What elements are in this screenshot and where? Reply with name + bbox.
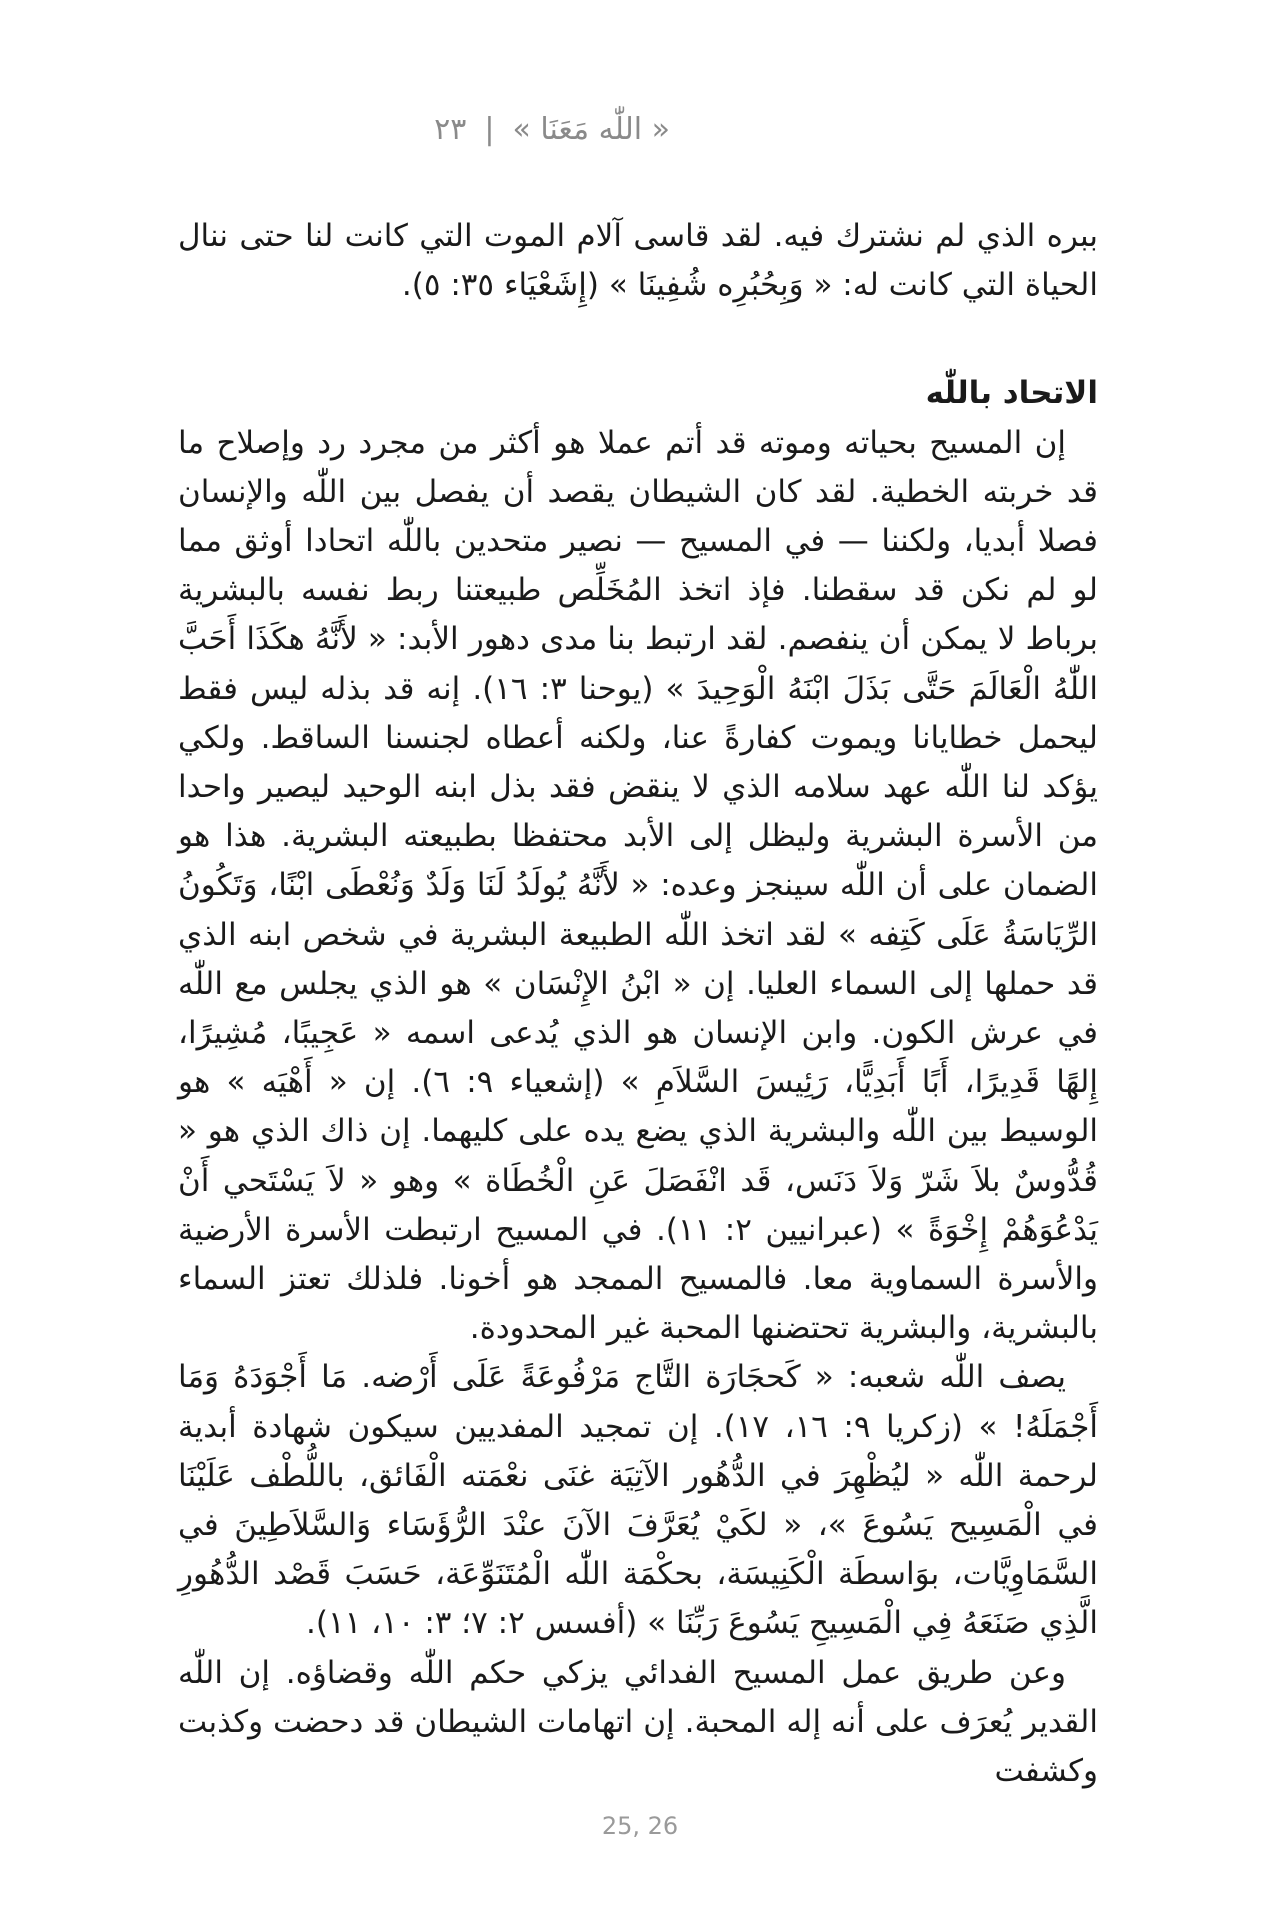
section-heading: الاتحاد باللّٰه (925, 375, 1098, 412)
page-footer-label: 25, 26 (601, 1812, 679, 1840)
header-separator: | (484, 112, 495, 147)
body-text (178, 212, 1099, 1790)
paragraph: وعن طريق عمل المسيح الفدائي يزكي حكم اللّٰه وقضاؤه. إن اللّٰه القدير يُعرَف على أنه إله المحبة. إن اتهامات الشيطان قد دحضت وكذبت وكشفت (178, 1654, 1098, 1790)
paragraph: يصف اللّٰه شعبه: « كَحجَارَة التَّاج مَرْفُوعَةً عَلَى أَرْضه. مَا أَجْوَدَهُ وَمَا أَجْمَلَهُ! » (زكريا ٩: ١٦، ١٧). إن تمجيد المفديين سيكون شهادة أبدية لرحمة اللّٰه « ليُظْهِرَ في الدُّهُور الآتِيَة غنَى نعْمَته الْفَائق، باللُّطْف عَلَيْنَا في الْمَسِيح يَسُوعَ »، « لكَيْ يُعَرَّفَ الآنَ عنْدَ الرُّؤَسَاء وَالسَّلاَطِينَ في السَّمَاوِيَّات، بوَاسطَة الْكَنِيسَة، بحكْمَة اللّٰه الْمُتَنَوِّعَة، حَسَبَ قَصْد الدُّهُورِ الَّذِي صَنَعَهُ فِي الْمَسِيحِ يَسُوعَ رَبِّنَا » (أفسس ٢: ٧؛ ٣: ١٠، ١١). (178, 1359, 1099, 1642)
paragraph: إن المسيح بحياته وموته قد أتم عملا هو أكثر من مجرد رد وإصلاح ما قد خربته الخطية. لقد كان الشيطان يقصد أن يفصل بين اللّٰه والإنسان فصلا أبديا، ولكننا — في المسيح — نصير متحدين باللّٰه اتحادا أوثق مما لو لم نكن قد سقطنا. فإذ اتخذ المُخَلِّص طبيعتنا ربط نفسه بالبشرية برباط لا يمكن أن ينفصم. لقد ارتبط بنا مدى دهور الأبد: « لأَنَّهُ هكَذَا أَحَبَّ اللّٰهُ الْعَالَمَ حَتَّى بَذَلَ ابْنَهُ الْوَحِيدَ » (يوحنا ٣: ١٦). إنه قد بذله ليس فقط ليحمل خطايانا ويموت كفارةً عنا، ولكنه أعطاه لجنسنا الساقط. ولكي يؤكد لنا اللّٰه عهد سلامه الذي لا ينقض فقد بذل ابنه الوحيد ليصير واحدا من الأسرة البشرية وليظل إلى الأبد محتفظا بطبيعته البشرية. هذا هو الضمان على أن اللّٰه سينجز وعده: « لأَنَّهُ يُولَدُ لَنَا وَلَدٌ وَنُعْطَى ابْنًا، وَتَكُونُ الرِّيَاسَةُ عَلَى كَتِفه » لقد اتخذ اللّٰه الطبيعة البشرية في شخص ابنه الذي قد حملها إلى السماء العليا. إن « ابْنُ الإِنْسَان » هو الذي يجلس مع اللّٰه في عرش الكون. وابن الإنسان هو الذي يُدعى اسمه « عَجِيبًا، مُشِيرًا، إِلهًا قَدِيرًا، أَبًا أَبَدِيًّا، رَئِيسَ السَّلاَمِ » (إشعياء ٩: ٦). إن « أَهْيَه » هو الوسيط بين اللّٰه والبشرية الذي يضع يده على كليهما. إن ذاك الذي هو « قُدُّوسٌ بلاَ شَرّ وَلاَ دَنَس، قَد انْفَصَلَ عَنِ الْخُطَاة » وهو « لاَ يَسْتَحي أَنْ يَدْعُوَهُمْ إِخْوَةً » (عبرانيين ٢: ١١). في المسيح ارتبطت الأسرة الأرضية والأسرة السماوية معا. فالمسيح الممجد هو أخونا. فلذلك تعتز السماء بالبشرية، والبشرية تحتضنها المحبة غير المحدودة. (178, 424, 1098, 1347)
header-title: « اللّٰه مَعَنَا » (512, 112, 670, 147)
paragraph-continued: ببره الذي لم نشترك فيه. لقد قاسى آلام الموت التي كانت لنا حتى ننال الحياة التي كانت له: « وَبِحُبُرِه شُفِينَا » (إِشَعْيَاء ٣٥: ٥). (178, 218, 1098, 304)
running-header (170, 112, 670, 147)
header-page-number: ٢٣ (434, 112, 467, 147)
